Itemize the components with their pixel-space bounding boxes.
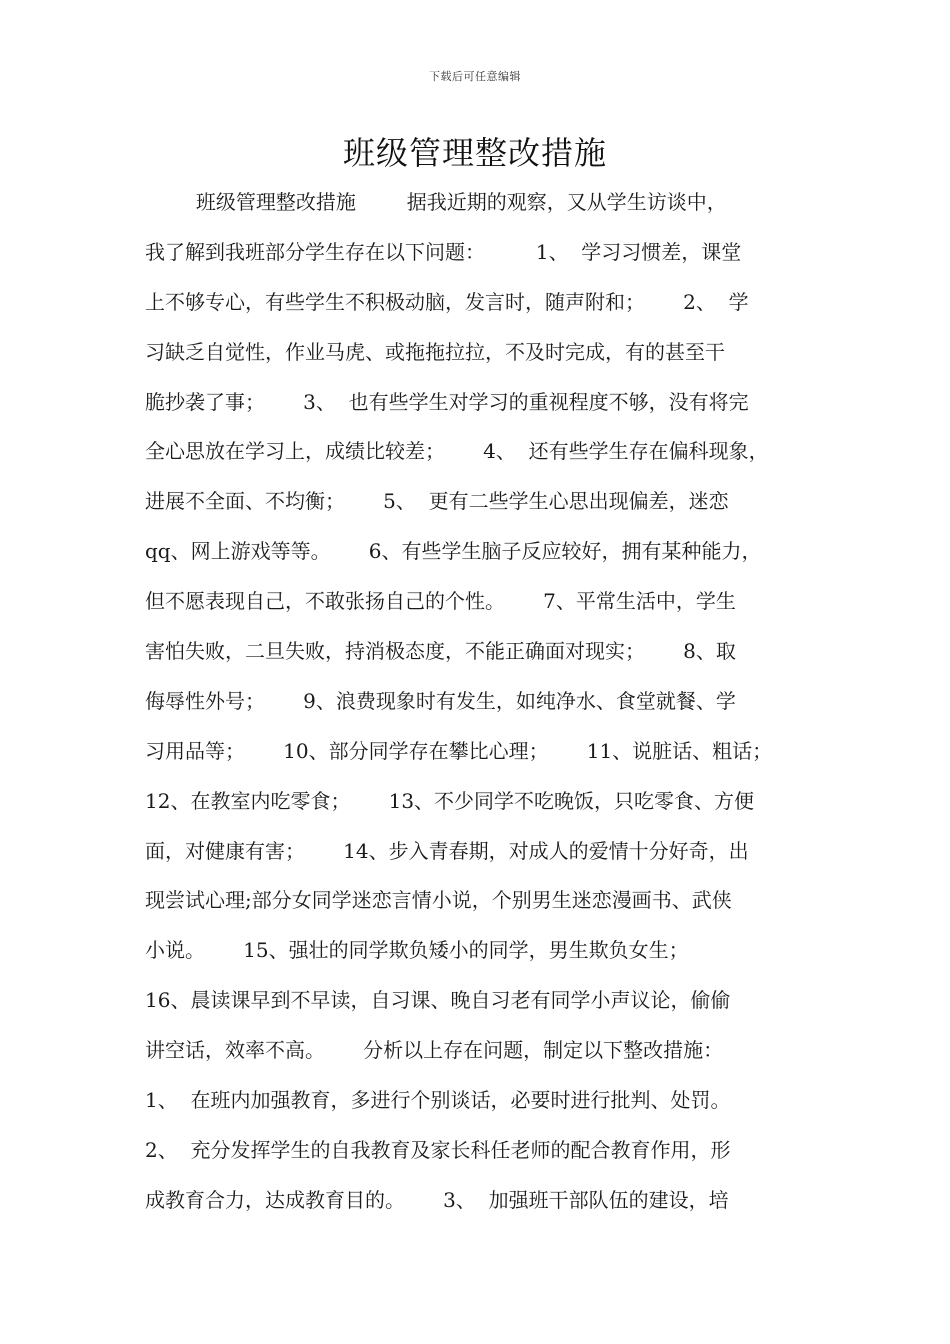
body-line: 讲空话，效率不高。 分析以上存在问题，制定以下整改措施： xyxy=(145,1038,724,1063)
body-line: 2、 充分发挥学生的自我教育及家长科任老师的配合教育作用，形 xyxy=(145,1137,731,1162)
body-line: 我了解到我班部分学生存在以下问题： 1、 学习习惯差，课堂 xyxy=(145,239,742,264)
document-body xyxy=(145,178,810,1226)
body-line: 班级管理整改措施 据我近期的观察，又从学生访谈中， xyxy=(145,190,727,214)
body-line: 面，对健康有害； 14、步入青春期，对成人的爱情十分好奇，出 xyxy=(145,838,749,863)
body-line: 习缺乏自觉性，作业马虎、或拖拖拉拉，不及时完成，有的甚至干 xyxy=(145,339,725,364)
body-line: 16、晨读课早到不早读，自习课、晚自习老有同学小声议论，偷偷 xyxy=(145,988,731,1013)
body-line: 习用品等； 10、部分同学存在攀比心理； 11、说脏话、粗话； xyxy=(145,738,773,763)
body-line: 12、在教室内吃零食； 13、不少同学不吃晚饭，只吃零食、方便 xyxy=(145,788,755,813)
body-line: 害怕失败，二旦失败，持消极态度，不能正确面对现实； 8、取 xyxy=(145,639,736,664)
body-line: 上不够专心，有些学生不积极动脑，发言时，随声附和； 2、 学 xyxy=(145,289,749,314)
document-title: 班级管理整改措施 xyxy=(342,134,607,172)
body-line: 侮辱性外号； 9、浪费现象时有发生，如纯净水、食堂就餐、学 xyxy=(145,688,736,713)
body-line: 全心思放在学习上，成绩比较差； 4、 还有些学生存在偏科现象， xyxy=(145,439,769,464)
body-line: 脆抄袭了事； 3、 也有些学生对学习的重视程度不够，没有将完 xyxy=(145,389,749,414)
body-line: 进展不全面、不均衡； 5、 更有二些学生心思出现偏差，迷恋 xyxy=(145,489,729,514)
body-line: 小说。 15、强壮的同学欺负矮小的同学，男生欺负女生； xyxy=(145,938,689,963)
body-line: 现尝试心理;部分女同学迷恋言情小说，个别男生迷恋漫画书、武侠 xyxy=(145,888,732,913)
body-line: 成教育合力，达成教育目的。 3、 加强班干部队伍的建设，培 xyxy=(145,1187,729,1212)
body-line: 但不愿表现自己，不敢张扬自己的个性。 7、平常生活中，学生 xyxy=(145,589,736,614)
header-note: 下载后可任意编辑 xyxy=(429,70,521,83)
body-line: 1、 在班内加强教育，多进行个别谈话，必要时进行批判、处罚。 xyxy=(145,1088,731,1113)
body-line: qq、网上游戏等等。 6、有些学生脑子反应较好，拥有某种能力， xyxy=(145,539,762,564)
